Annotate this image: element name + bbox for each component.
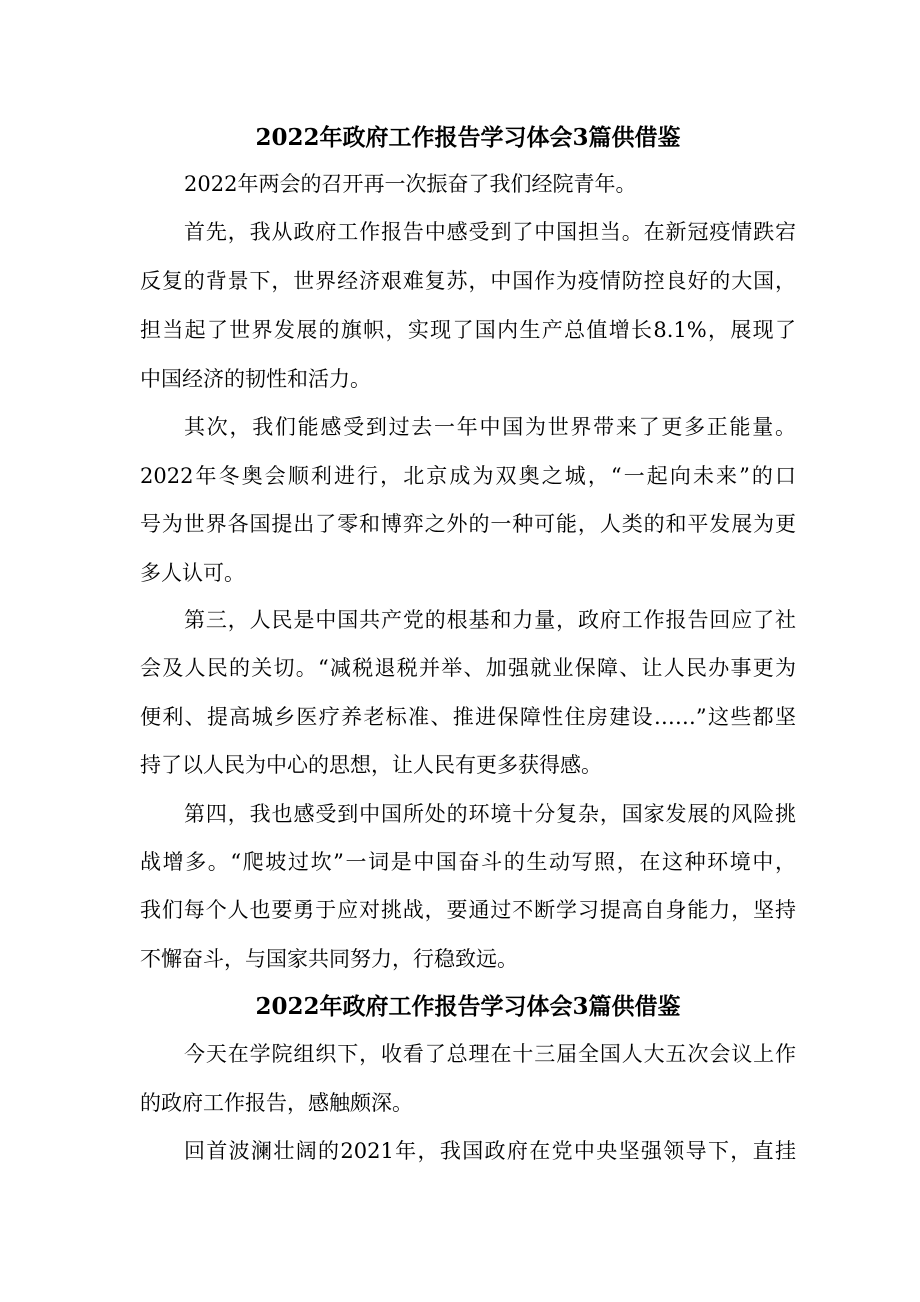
paragraph-line: 不懈奋斗，与国家共同努力，行稳致远。 xyxy=(140,947,518,971)
paragraph-line: 便利、提高城乡医疗养老标准、推进保障性住房建设……”这些都坚 xyxy=(140,705,796,729)
section-title: 2022年政府工作报告学习体会3篇供借鉴 xyxy=(255,993,681,1020)
paragraph-line: 2022年两会的召开再一次振奋了我们经院青年。 xyxy=(184,172,637,196)
paragraph-line: 我们每个人也要勇于应对挑战，要通过不断学习提高自身能力，坚持 xyxy=(140,898,796,922)
paragraph-line: 反复的背景下，世界经济艰难复苏，中国作为疫情防控良好的大国， xyxy=(140,269,796,293)
paragraph-line: 会及人民的关切。“减税退税并举、加强就业保障、让人民办事更为 xyxy=(140,656,796,680)
paragraph-line: 的政府工作报告，感触颇深。 xyxy=(140,1091,413,1115)
paragraph-line: 2022年冬奥会顺利进行，北京成为双奥之城，“一起向未来”的口 xyxy=(140,464,796,488)
paragraph-line: 回首波澜壮阔的2021年，我国政府在党中央坚强领导下，直挂 xyxy=(184,1139,796,1163)
paragraph-line: 第三，人民是中国共产党的根基和力量，政府工作报告回应了社 xyxy=(184,608,796,632)
paragraph-line: 担当起了世界发展的旗帜，实现了国内生产总值增长8.1%，展现了 xyxy=(140,318,796,342)
paragraph-line: 多人认可。 xyxy=(140,561,245,585)
paragraph-line: 其次，我们能感受到过去一年中国为世界带来了更多正能量。 xyxy=(184,415,796,439)
paragraph-line: 首先，我从政府工作报告中感受到了中国担当。在新冠疫情跌宕 xyxy=(184,220,796,244)
document-title: 2022年政府工作报告学习体会3篇供借鉴 xyxy=(255,124,681,151)
paragraph-line: 今天在学院组织下，收看了总理在十三届全国人大五次会议上作 xyxy=(184,1042,796,1066)
paragraph-line: 战增多。“爬坡过坎”一词是中国奋斗的生动写照，在这种环境中， xyxy=(140,850,796,874)
paragraph-line: 中国经济的韧性和活力。 xyxy=(140,367,371,391)
paragraph-line: 号为世界各国提出了零和博弈之外的一种可能，人类的和平发展为更 xyxy=(140,512,796,536)
paragraph-line: 第四，我也感受到中国所处的环境十分复杂，国家发展的风险挑 xyxy=(184,802,796,826)
paragraph-line: 持了以人民为中心的思想，让人民有更多获得感。 xyxy=(140,753,602,777)
